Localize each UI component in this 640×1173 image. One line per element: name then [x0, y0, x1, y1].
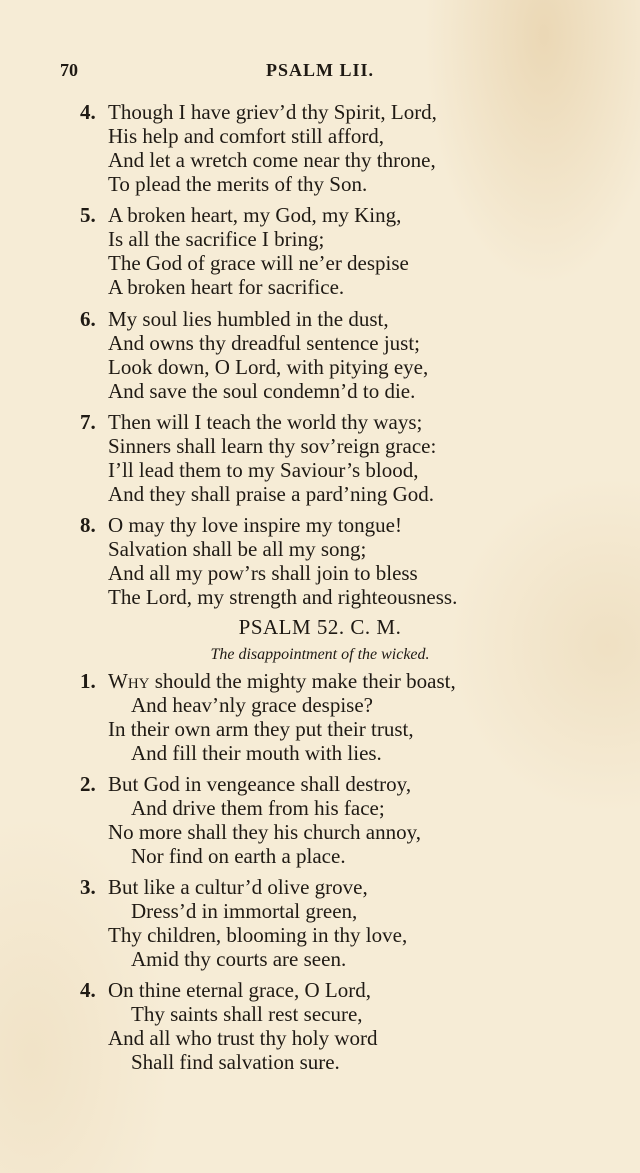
stanza-line: And all my pow’rs shall join to bless [108, 561, 418, 585]
running-head: PSALM LII. [265, 60, 374, 80]
stanza-line: Salvation shall be all my song; [108, 537, 367, 561]
stanza-line: And let a wretch come near thy throne, [108, 148, 436, 172]
stanza-line: And fill their mouth with lies. [131, 741, 382, 765]
stanza-line: But like a cultur’d olive grove, [108, 875, 368, 899]
stanza-line: To plead the merits of thy Son. [108, 172, 368, 196]
stanza-line: But God in vengeance shall destroy, [108, 772, 412, 796]
stanza-line: Nor find on earth a place. [131, 844, 346, 868]
stanza-line: No more shall they his church annoy, [108, 820, 421, 844]
stanza-line: The God of grace will ne’er despise [108, 251, 409, 275]
stanza-number: 7. [80, 410, 96, 434]
stanza-first-line [108, 669, 456, 693]
stanza-line: Shall find salvation sure. [131, 1050, 340, 1074]
first-line-rest: should the mighty make their boast, [149, 669, 456, 693]
stanza-line: Dress’d in immortal green, [131, 899, 358, 923]
stanza-line: A broken heart for sacrifice. [108, 275, 345, 299]
stanza-line: O may thy love inspire my tongue! [108, 513, 402, 537]
stanza-line: And all who trust thy holy word [108, 1026, 378, 1050]
stanza-line: His help and comfort still afford, [108, 124, 385, 148]
stanza-line: In their own arm they put their trust, [108, 717, 414, 741]
stanza-line: Then will I teach the world thy ways; [108, 410, 423, 434]
stanza-line: On thine eternal grace, O Lord, [108, 978, 371, 1002]
stanza-line: Thy children, blooming in thy love, [108, 923, 408, 947]
stanza-line: Thy saints shall rest secure, [131, 1002, 363, 1026]
stanza-number: 4. [80, 978, 96, 1002]
stanza-line: I’ll lead them to my Saviour’s blood, [108, 458, 419, 482]
stanza-line: Though I have griev’d thy Spirit, Lord, [108, 100, 437, 124]
stanza-line: And save the soul condemn’d to die. [108, 379, 416, 403]
stanza-number: 1. [80, 669, 96, 693]
stanza-line: And heav’nly grace despise? [131, 693, 373, 717]
stanza-line: And they shall praise a pard’ning God. [108, 482, 435, 506]
stanza-number: 2. [80, 772, 96, 796]
stanza-line: A broken heart, my God, my King, [108, 203, 402, 227]
stanza-number: 8. [80, 513, 96, 537]
drop-word: Why [108, 669, 150, 693]
stanza-number: 3. [80, 875, 96, 899]
stanza-line: My soul lies humbled in the dust, [108, 307, 389, 331]
stanza-line: Amid thy courts are seen. [131, 947, 347, 971]
page-number: 70 [60, 60, 78, 80]
stanza-line: Sinners shall learn thy sov’reign grace: [108, 434, 437, 458]
stanza-number: 4. [80, 100, 96, 124]
stanza-number: 5. [80, 203, 96, 227]
stanza-line: And owns thy dreadful sentence just; [108, 331, 421, 355]
psalm-title: PSALM 52. C. M. [238, 615, 402, 639]
stanza-line: Look down, O Lord, with pitying eye, [108, 355, 429, 379]
stanza-line: And drive them from his face; [131, 796, 385, 820]
psalm-subtitle: The disappointment of the wicked. [210, 646, 430, 663]
stanza-line: The Lord, my strength and righteousness. [108, 585, 458, 609]
stanza-line: Is all the sacrifice I bring; [108, 227, 325, 251]
stanza-number: 6. [80, 307, 96, 331]
